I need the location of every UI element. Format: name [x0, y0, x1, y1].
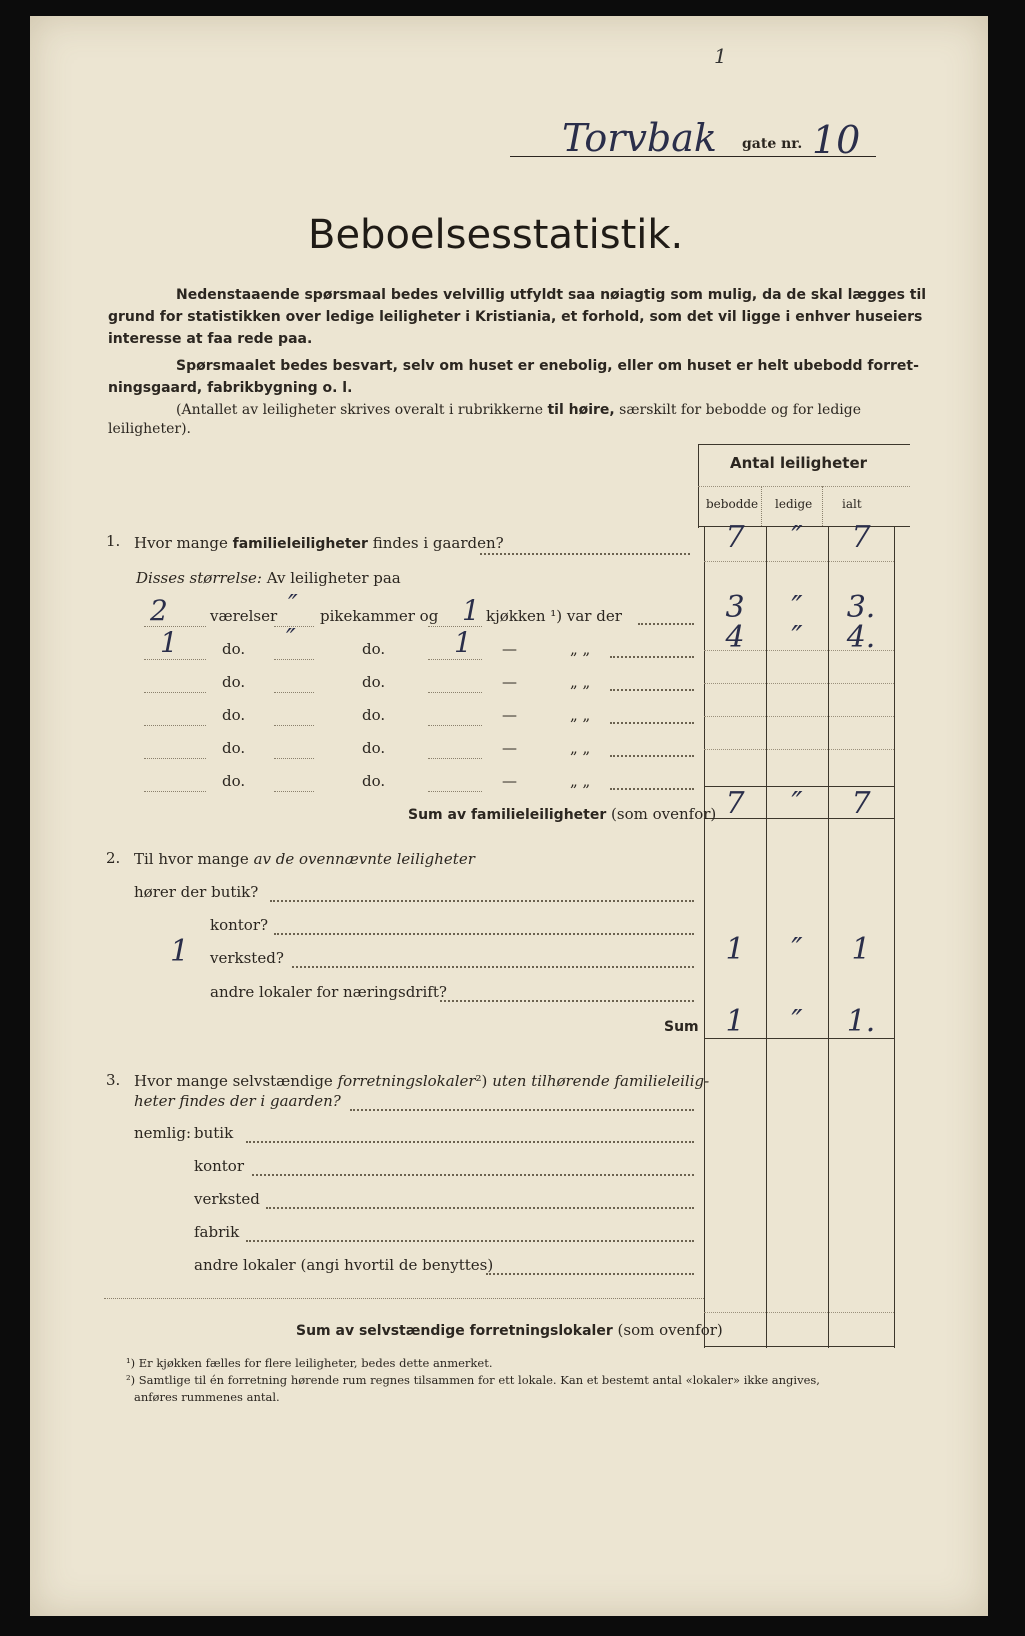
- footnote-2-mark: ²): [126, 1373, 136, 1387]
- footnote-2-text: Samtlige til én forretning hørende rum regnes tilsammen for ett lokale. Kan et bestemt antal «lokaler» ikke angives,: [138, 1373, 820, 1387]
- header-col-div-1: [761, 486, 762, 526]
- leader-dots: [252, 1174, 694, 1176]
- row1-kjokken-label: kjøkken ¹) var der: [486, 607, 622, 625]
- blank-row-do: do.: [362, 772, 386, 790]
- grid-row-line: [704, 561, 894, 562]
- gate-label: gate nr.: [742, 136, 803, 152]
- q2-kontor: kontor?: [210, 916, 269, 934]
- blank-row-quote: „ „: [570, 706, 591, 724]
- q1-answer-ialt[interactable]: 7: [851, 520, 871, 555]
- leader-dots: [266, 1207, 694, 1209]
- q3-text-b: forretningslokaler: [337, 1072, 476, 1090]
- blank-row-do: do.: [362, 673, 386, 691]
- leader-dots: [486, 1273, 694, 1275]
- grid-row-line: [704, 749, 894, 750]
- footnote-2: [126, 1373, 820, 1387]
- q1-sum-a: Sum av familieleiligheter: [408, 807, 607, 823]
- sum3-top-line: [704, 1312, 894, 1313]
- q3-andre: andre lokaler (angi hvortil de benyttes): [194, 1256, 494, 1274]
- q3-butik: butik: [194, 1124, 234, 1142]
- blank-row-do: do.: [222, 673, 246, 691]
- q1-sum-bebodde[interactable]: 7: [725, 786, 745, 821]
- blank-row-quote: „ „: [570, 673, 591, 691]
- q3-nemlig: nemlig:: [134, 1124, 192, 1142]
- table-bottom-line: [704, 1346, 894, 1347]
- q2-andre: andre lokaler for næringsdrift?: [210, 983, 447, 1001]
- q2-verksted-bebodde[interactable]: 1: [725, 932, 745, 967]
- q1-answer-bebodde[interactable]: 7: [725, 520, 745, 555]
- q1-text-a: Hvor mange: [134, 534, 228, 552]
- row2-do-2: do.: [362, 640, 386, 658]
- leader-dots: [274, 933, 694, 935]
- leader-dots: [610, 656, 694, 658]
- table-top-line: [698, 444, 910, 445]
- blank-row-do: do.: [362, 706, 386, 724]
- row1-kjokken-value[interactable]: 1: [462, 594, 480, 627]
- row2-do-1: do.: [222, 640, 246, 658]
- blank-row-do: do.: [222, 772, 246, 790]
- footnote-1: [126, 1356, 492, 1370]
- row2-ledige[interactable]: ″: [791, 620, 803, 655]
- leader-dots: [610, 722, 694, 724]
- row2-dash: —: [502, 640, 517, 658]
- q3-sum-b: (som ovenfor): [617, 1321, 723, 1339]
- footnote-2-line2: anføres rummenes antal.: [134, 1390, 280, 1404]
- leader-dots: [610, 689, 694, 691]
- q2-sum-bebodde[interactable]: 1: [725, 1004, 745, 1039]
- q1-sum-ialt[interactable]: 7: [851, 786, 871, 821]
- q1-sub-text: Av leiligheter paa: [266, 569, 401, 587]
- q3-sum-a: Sum av selvstændige forretningslokaler: [296, 1323, 613, 1339]
- grid-row-line: [704, 683, 894, 684]
- q2-sum-label: Sum: [664, 1019, 699, 1035]
- intro-p3-a: (Antallet av leiligheter skrives overalt i rubrikkerne: [176, 402, 543, 418]
- blank-row-do: do.: [362, 739, 386, 757]
- q1-subline: [136, 569, 401, 587]
- blank-line: [144, 659, 206, 660]
- intro-p3-b: til høire,: [547, 402, 615, 418]
- leader-dots: [638, 623, 694, 625]
- blank-line: [274, 659, 314, 660]
- street-name-handwritten: Torvbak: [562, 116, 717, 160]
- q2-sum-ledige[interactable]: ″: [791, 1004, 803, 1039]
- blank-line: [144, 725, 206, 726]
- header-col-div-2: [822, 486, 823, 526]
- row2-bebodde[interactable]: 4: [725, 620, 745, 655]
- blank-line: [274, 692, 314, 693]
- q1-text-c: findes i gaarden?: [372, 534, 504, 552]
- leader-dots: [246, 1141, 694, 1143]
- blank-row-dash: —: [502, 706, 517, 724]
- q3-text-a: Hvor mange selvstændige: [134, 1072, 333, 1090]
- table-header-sep: [698, 486, 910, 487]
- row2-quote: „ „: [570, 640, 591, 658]
- q1-sum-ledige[interactable]: ″: [791, 786, 803, 821]
- q2-verksted-ledige[interactable]: ″: [791, 932, 803, 967]
- q2-text-a: Til hvor mange: [134, 850, 249, 868]
- blank-row-quote: „ „: [570, 772, 591, 790]
- col-ledige: ledige: [775, 497, 813, 511]
- intro-p3-c: særskilt for bebodde og for ledige: [619, 402, 861, 418]
- grid-row-line: [704, 716, 894, 717]
- gate-number-handwritten: 10: [812, 118, 861, 162]
- blank-row-do: do.: [222, 706, 246, 724]
- q2-verksted-ialt[interactable]: 1: [851, 932, 871, 967]
- footnote-1-text: Er kjøkken fælles for flere leiligheter, bedes dette anmerket.: [138, 1356, 493, 1370]
- row1-vaerelser-value[interactable]: 2: [150, 594, 168, 627]
- intro-p1-line2: grund for statistikken over ledige leiligheter i Kristiania, et forhold, som det vil ligge i enhver huseiers: [108, 309, 923, 325]
- q3-number: 3.: [106, 1071, 121, 1089]
- q1-answer-ledige[interactable]: ″: [791, 520, 803, 555]
- col-ialt: ialt: [842, 497, 862, 511]
- intro-p3-line1: [176, 402, 861, 418]
- intro-p2-line2: ningsgaard, fabrikbygning o. l.: [108, 380, 353, 396]
- q2-verksted-mark[interactable]: 1: [170, 934, 190, 969]
- q3-fabrik: fabrik: [194, 1223, 240, 1241]
- blank-line: [274, 725, 314, 726]
- q3-kontor: kontor: [194, 1157, 245, 1175]
- q3-text-d: uten tilhørende familieleilig-: [492, 1072, 710, 1090]
- blank-line: [428, 692, 482, 693]
- q1-question: [134, 534, 504, 552]
- table-right-border: [894, 526, 895, 1348]
- blank-row-dash: —: [502, 739, 517, 757]
- blank-line: [428, 659, 482, 660]
- page-title: Beboelsesstatistik.: [308, 212, 684, 258]
- blank-line: [144, 791, 206, 792]
- q2-text-b: av de ovennævnte leiligheter: [253, 850, 475, 868]
- blank-line: [428, 725, 482, 726]
- intro-p1-line1: Nedenstaaende spørsmaal bedes velvillig utfyldt saa nøiagtig som mulig, da de skal lægges til: [176, 287, 927, 303]
- q2-verksted: verksted?: [210, 949, 284, 967]
- q3-question-line1: [134, 1072, 709, 1090]
- q3-text-e: heter findes der i gaarden?: [134, 1092, 341, 1110]
- intro-p2-line1: Spørsmaalet bedes besvart, selv om huset er enebolig, eller om huset er helt ubebodd forret-: [176, 358, 919, 374]
- leader-dots: [610, 788, 694, 790]
- blank-row-do: do.: [222, 739, 246, 757]
- col-bebodde: bebodde: [706, 497, 759, 511]
- row1-vaerelser-label: værelser: [210, 607, 278, 625]
- corner-mark: 1: [714, 44, 727, 68]
- blank-line: [274, 791, 314, 792]
- q2-question: [134, 850, 475, 868]
- row1-ledige[interactable]: ″: [791, 590, 803, 625]
- leader-dots: [246, 1240, 694, 1242]
- blank-row-dash: —: [502, 772, 517, 790]
- blank-row-quote: „ „: [570, 739, 591, 757]
- intro-p1-line3: interesse at faa rede paa.: [108, 331, 313, 347]
- blank-line: [274, 758, 314, 759]
- form-page: [30, 16, 988, 1616]
- q1-sub-label: Disses størrelse:: [136, 569, 262, 587]
- blank-line: [428, 791, 482, 792]
- leader-dots: [610, 755, 694, 757]
- row1-bebodde[interactable]: 3: [725, 590, 745, 625]
- q1-number: 1.: [106, 532, 121, 550]
- footnote-1-mark: ¹): [126, 1356, 136, 1370]
- blank-row-dash: —: [502, 673, 517, 691]
- leader-dots: [292, 966, 694, 968]
- blank-line: [428, 758, 482, 759]
- row1-ialt[interactable]: 3.: [846, 590, 876, 625]
- blank-line: [144, 692, 206, 693]
- row1-pikekammer-value[interactable]: ″: [288, 590, 298, 620]
- q2-number: 2.: [106, 849, 121, 867]
- blank-line: [144, 758, 206, 759]
- q1-text-b: familieleiligheter: [232, 536, 368, 552]
- row2-vaerelser-value[interactable]: 1: [160, 626, 178, 659]
- q3-text-c: ²): [475, 1072, 488, 1090]
- leader-dots: [350, 1109, 694, 1111]
- q2-butik: hører der butik?: [134, 883, 259, 901]
- row2-kjokken-value[interactable]: 1: [454, 626, 472, 659]
- q3-sum-label: [296, 1321, 723, 1339]
- q3-separator: [104, 1298, 704, 1299]
- row2-ialt[interactable]: 4.: [846, 620, 876, 655]
- q1-sum-label: [408, 805, 716, 823]
- q2-sum-ialt[interactable]: 1.: [846, 1004, 876, 1039]
- q1-sum-b: (som ovenfor): [611, 805, 717, 823]
- q3-verksted: verksted: [194, 1190, 260, 1208]
- row2-pikekammer-value[interactable]: ″: [286, 624, 296, 654]
- leader-dots: [480, 553, 690, 555]
- leader-dots: [440, 1000, 694, 1002]
- intro-p3-line2: leiligheter).: [108, 421, 191, 437]
- row1-pikekammer-label: pikekammer og: [320, 607, 439, 625]
- leader-dots: [270, 900, 694, 902]
- table-title: Antal leiligheter: [730, 454, 868, 472]
